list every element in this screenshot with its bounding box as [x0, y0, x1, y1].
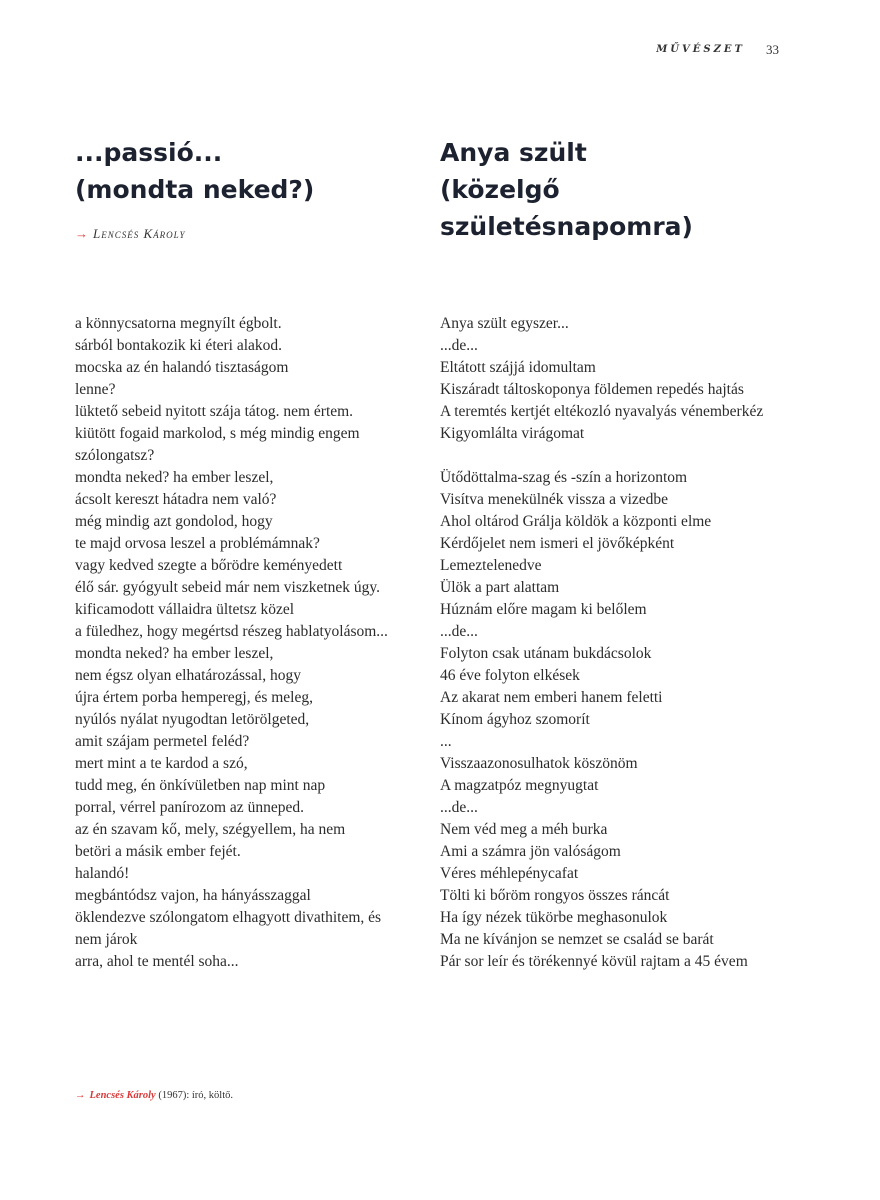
poem-line: ...de... — [440, 337, 478, 354]
poem-line: Nem véd meg a méh burka — [440, 821, 608, 838]
poem-line: kificamodott vállaidra ültetsz közel — [75, 601, 295, 618]
poem-title-left — [75, 134, 314, 208]
poem-line: lüktető sebeid nyitott szája tátog. nem értem. — [75, 403, 354, 420]
poem-line: amit szájam permetel feléd? — [75, 733, 250, 750]
poem-line: mert mint a te kardod a szó, — [75, 755, 248, 772]
poem-line: Lemeztelenedve — [440, 557, 542, 574]
poem-line: Tölti ki bőröm rongyos összes ráncát — [440, 887, 670, 904]
title-line: (mondta neked?) — [75, 175, 315, 204]
poem-line: sárból bontakozik ki éteri alakod. — [75, 337, 283, 354]
title-line: (közelgő — [440, 175, 560, 204]
poem-line: Az akarat nem emberi hanem feletti — [440, 689, 663, 706]
poem-line: öklendezve szólongatom elhagyott divathitem, és — [75, 909, 382, 926]
poem-line: Visítva menekülnék vissza a vizedbe — [440, 491, 669, 508]
poem-line: te majd orvosa leszel a problémámnak? — [75, 535, 320, 552]
poem-line: vagy kedved szegte a bőrödre keményedett — [75, 557, 343, 574]
poem-line: ...de... — [440, 623, 478, 640]
poem-line: mocska az én halandó tisztaságom — [75, 359, 289, 376]
poem-line: nem járok — [75, 931, 138, 948]
poem-line: megbántódsz vajon, ha hányásszaggal — [75, 887, 311, 904]
poem-line: Húznám előre magam ki belőlem — [440, 601, 647, 618]
poem-line: Pár sor leír és törékennyé kövül rajtam a 45 évem — [440, 953, 748, 970]
page-number: 33 — [766, 42, 779, 57]
poem-line: porral, vérrel panírozom az ünneped. — [75, 799, 304, 816]
poem-line: Kínom ágyhoz szomorít — [440, 711, 590, 728]
poem-line: nyúlós nyálat nyugodtan letörölgeted, — [75, 711, 310, 728]
poem-line: élő sár. gyógyult sebeid már nem viszketnek úgy. — [75, 579, 381, 596]
arrow-icon: → — [75, 226, 89, 241]
poem-line: Ami a számra jön valóságom — [440, 843, 621, 860]
poem-line: halandó! — [75, 865, 130, 882]
title-line: születésnapomra) — [440, 212, 693, 241]
poem-line: nem égsz olyan elhatározással, hogy — [75, 667, 301, 684]
poem-line: lenne? — [75, 381, 116, 398]
poem-line: Kiszáradt táltoskoponya földemen repedés hajtás — [440, 381, 744, 398]
poem-line: az én szavam kő, mely, szégyellem, ha nem — [75, 821, 346, 838]
poem-line: betöri a másik ember fejét. — [75, 843, 241, 860]
poem-right-body — [440, 313, 800, 973]
poem-line: Kérdőjelet nem ismeri el jövőképként — [440, 535, 675, 552]
arrow-icon: → — [75, 1090, 86, 1101]
poem-line: Véres méhlepénycafat — [440, 865, 579, 882]
poem-line: tudd meg, én önkívületben nap mint nap — [75, 777, 326, 794]
poem-line: arra, ahol te mentél soha... — [75, 953, 239, 970]
running-header-section: MŰVÉSZET — [656, 44, 745, 55]
poem-line: mondta neked? ha ember leszel, — [75, 469, 274, 486]
poem-line: ... — [440, 733, 452, 750]
title-line: ...passió... — [75, 138, 223, 167]
poem-line: A magzatpóz megnyugtat — [440, 777, 599, 794]
poem-line: szólongatsz? — [75, 447, 155, 464]
poem-line: Folyton csak utánam bukdácsolok — [440, 645, 652, 662]
poem-line: Ma ne kívánjon se nemzet se család se barát — [440, 931, 714, 948]
author-byline — [75, 226, 185, 242]
poem-line: 46 éve folyton elkések — [440, 667, 580, 684]
poem-line: újra értem porba hemperegj, és meleg, — [75, 689, 313, 706]
poem-line — [440, 445, 800, 467]
title-line: Anya szült — [440, 138, 587, 167]
poem-line: a füledhez, hogy megértsd részeg hablatyolásom... — [75, 623, 388, 640]
poem-title-right — [440, 134, 693, 245]
poem-line: Anya szült egyszer... — [440, 315, 569, 332]
poem-line: Ülök a part alattam — [440, 579, 560, 596]
author-name: Lencsés Károly — [93, 226, 186, 241]
poem-line: Ahol oltárod Grálja köldök a központi elme — [440, 513, 712, 530]
poem-line: még mindig azt gondolod, hogy — [75, 513, 273, 530]
poem-line: Ha így nézek tükörbe meghasonulok — [440, 909, 668, 926]
poem-line: a könnycsatorna megnyílt égbolt. — [75, 315, 282, 332]
poem-line: Ütődöttalma-szag és -szín a horizontom — [440, 469, 688, 486]
footnote-text: (1967): író, költő. — [155, 1090, 233, 1101]
footnote-author: Lencsés Károly — [89, 1090, 156, 1101]
poem-line: Eltátott szájjá idomultam — [440, 359, 596, 376]
poem-line: Kigyomlálta virágomat — [440, 425, 585, 442]
poem-line: ácsolt kereszt hátadra nem való? — [75, 491, 277, 508]
poem-line: ...de... — [440, 799, 478, 816]
footnote — [75, 1090, 233, 1101]
poem-line: mondta neked? ha ember leszel, — [75, 645, 274, 662]
poem-line: kiütött fogaid markolod, s még mindig engem — [75, 425, 360, 442]
poem-line: Visszaazonosulhatok köszönöm — [440, 755, 638, 772]
poem-line: A teremtés kertjét eltékozló nyavalyás vénemberkéz — [440, 403, 764, 420]
poem-left-body — [75, 313, 425, 973]
